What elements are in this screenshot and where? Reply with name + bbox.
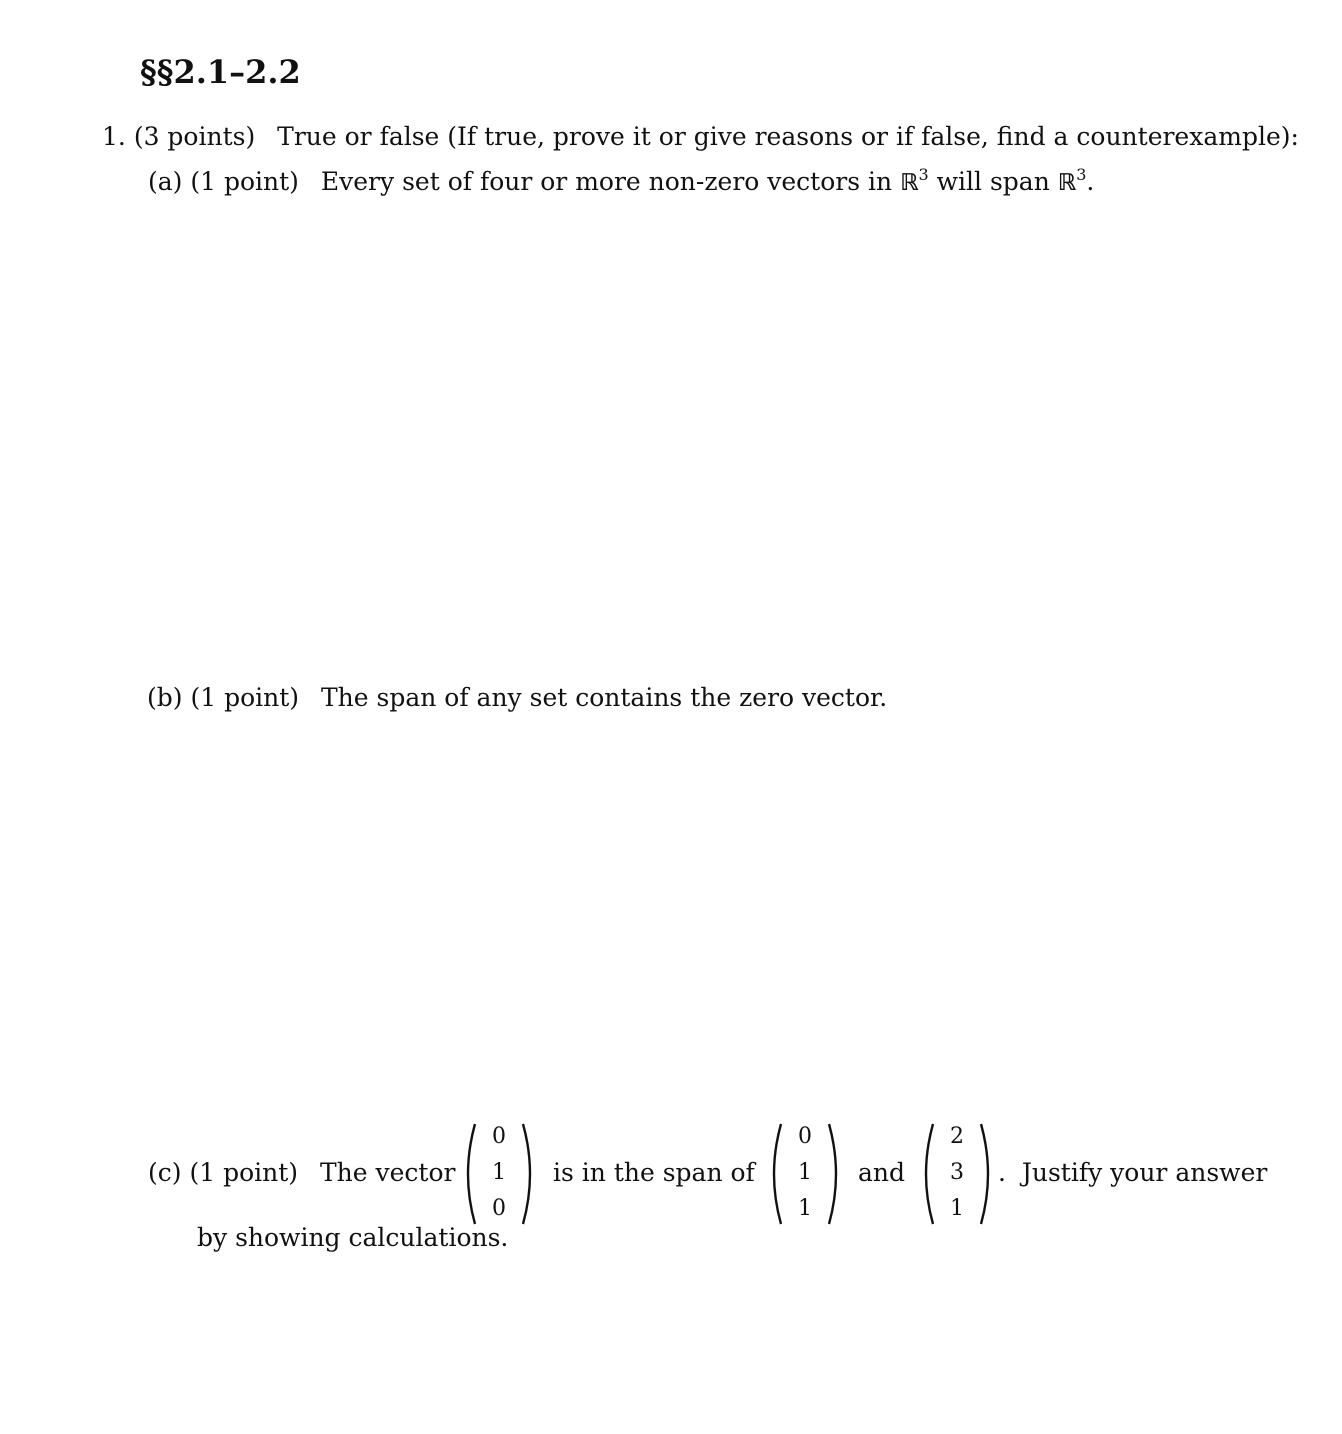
vector-entry: 1 xyxy=(950,1196,964,1221)
part-a-text: Every set of four or more non-zero vectors in xyxy=(320,167,893,196)
part-c-text: The vector xyxy=(319,1158,456,1187)
part-a-points: (1 point) xyxy=(190,167,299,196)
vector-entry: 0 xyxy=(492,1196,506,1221)
vector-entry: 1 xyxy=(798,1196,812,1221)
real-numbers-symbol: ℝ xyxy=(900,170,919,196)
problem-1-heading xyxy=(102,120,1299,154)
part-c-intro xyxy=(148,1156,455,1190)
part-b-points: (1 point) xyxy=(190,683,300,712)
exponent: 3 xyxy=(918,165,929,184)
part-c-text-middle: is in the span of xyxy=(553,1158,755,1187)
vector-entry: 1 xyxy=(492,1160,506,1185)
problem-number: 1. xyxy=(102,122,126,151)
real-numbers-symbol-2: ℝ xyxy=(1057,170,1077,196)
part-c-text-after: . Justify your answer xyxy=(998,1158,1268,1187)
problem-instruction: True or false (If true, prove it or give reasons or if false, find a counterexample): xyxy=(277,122,1299,151)
part-a xyxy=(148,165,1094,200)
part-a-text-middle: will span xyxy=(936,167,1050,196)
vector-entry: 0 xyxy=(492,1124,506,1149)
part-c-label: (c) xyxy=(148,1158,182,1187)
part-b-label: (b) xyxy=(147,683,183,712)
vector-entry: 2 xyxy=(950,1124,964,1149)
span-vector-2 xyxy=(917,1120,997,1228)
span-vector-1 xyxy=(765,1120,845,1228)
part-b xyxy=(147,681,887,715)
part-b-text: The span of any set contains the zero vector. xyxy=(320,683,888,712)
target-vector xyxy=(459,1120,539,1228)
section-title: §§2.1–2.2 xyxy=(140,53,301,91)
problem-points: (3 points) xyxy=(133,122,256,151)
part-a-label: (a) xyxy=(148,167,183,196)
vector-entry: 3 xyxy=(950,1160,964,1185)
part-c-conjunction: and xyxy=(858,1158,906,1187)
part-a-period: . xyxy=(1086,167,1095,196)
vector-entry: 0 xyxy=(798,1124,812,1149)
vector-entry: 1 xyxy=(798,1160,812,1185)
part-c-points: (1 point) xyxy=(189,1158,299,1187)
exponent-2: 3 xyxy=(1076,165,1087,184)
part-c-continuation: by showing calculations. xyxy=(197,1223,509,1252)
